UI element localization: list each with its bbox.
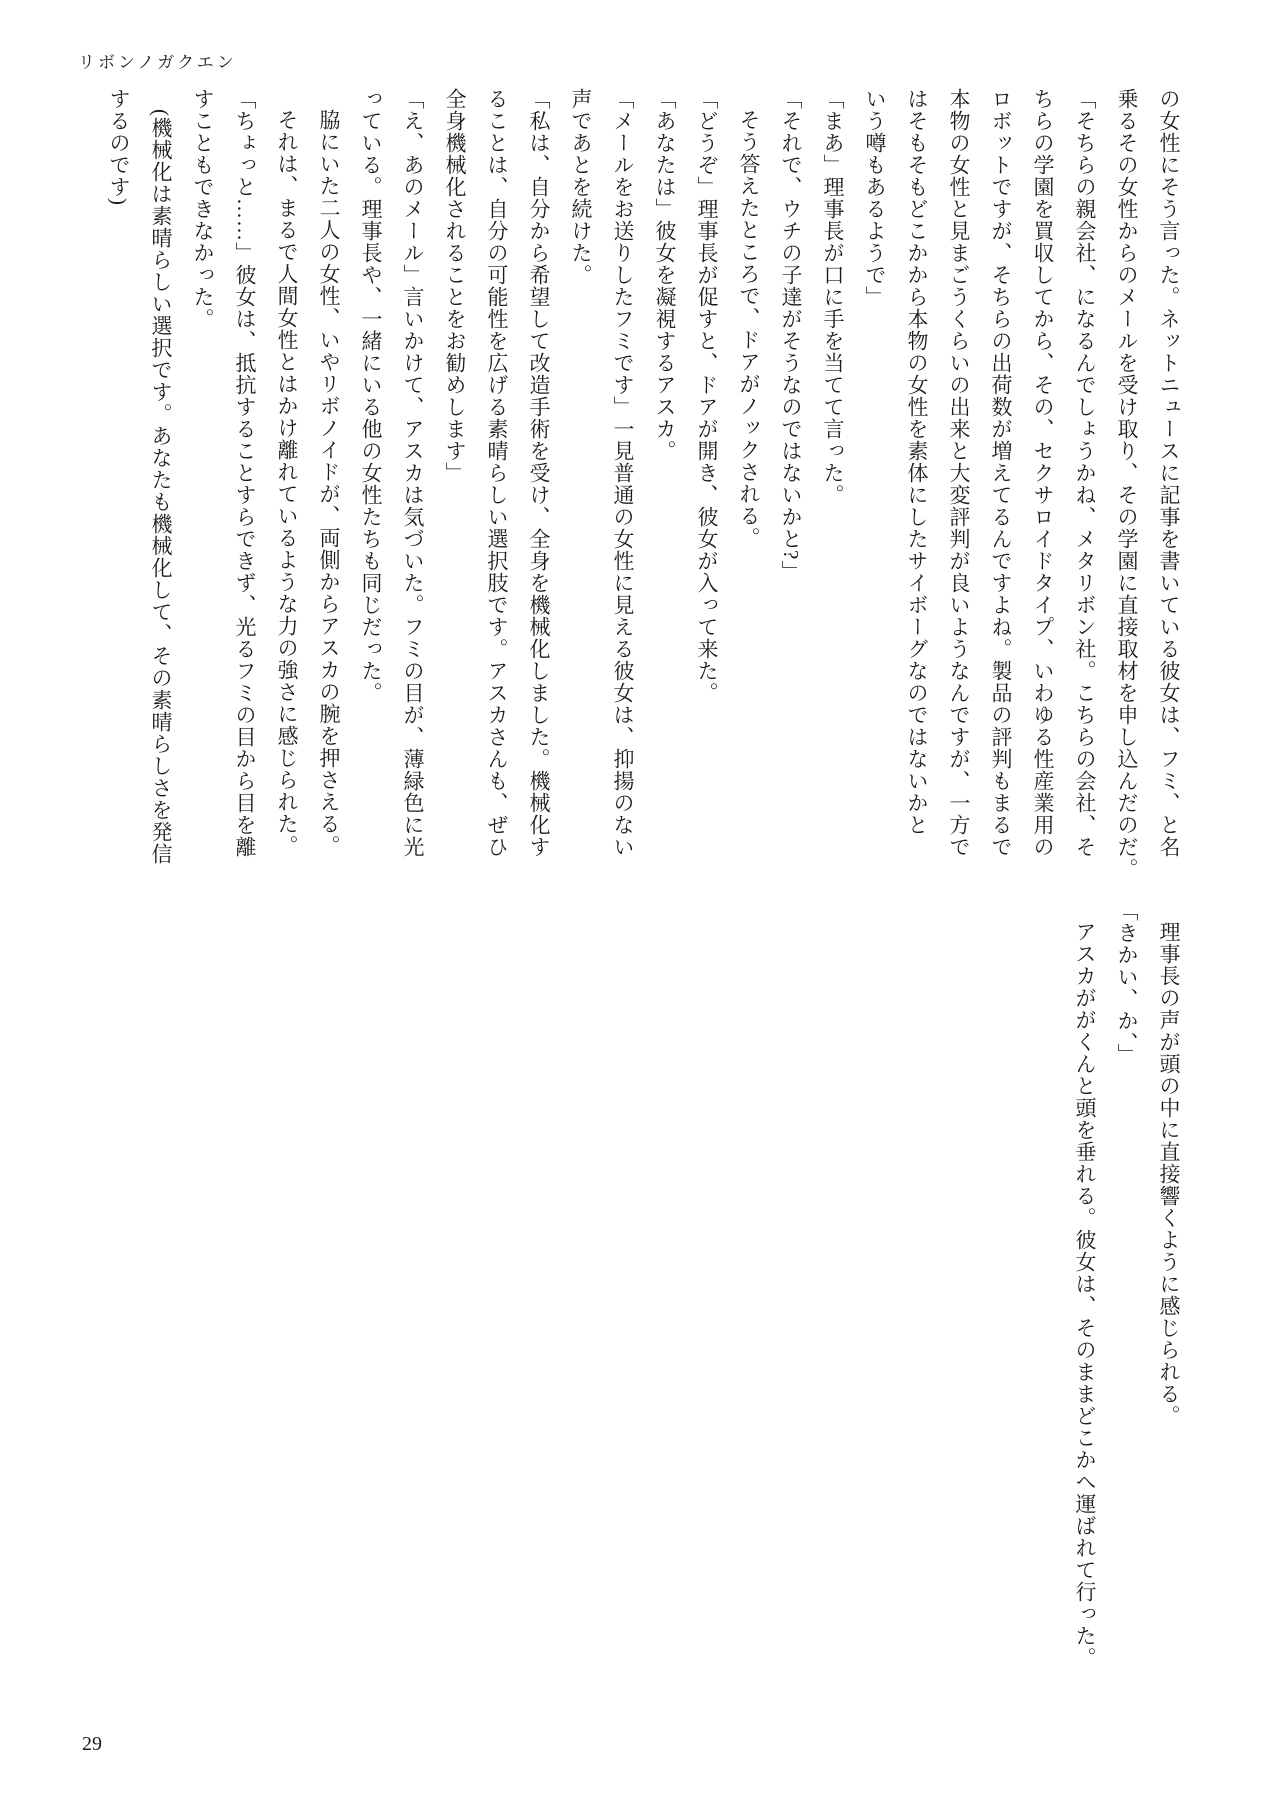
- text-line: 乗るその女性からのメールを受け取り、その学園に直接取材を申し込んだのだ。: [1115, 88, 1139, 880]
- text-line: 「どうぞ」理事長が促すと、ドアが開き、彼女が入って来た。: [695, 88, 719, 704]
- body-text-upper-tier: [98, 88, 1190, 882]
- text-line: ちらの学園を買収してから、その、セクサロイドタイプ、いわゆる性産業用の: [1031, 88, 1055, 858]
- text-line: 「きかい、か、」: [1115, 900, 1139, 1066]
- text-line: 「それで、ウチの子達がそうなのではないかと?」: [779, 88, 803, 583]
- text-line: 「まあ」理事長が口に手を当てて言った。: [821, 88, 845, 506]
- running-header: リボンノガクエン: [78, 53, 237, 72]
- text-line: 本物の女性と見まごうくらいの出来と大変評判が良いようなんですが、一方で: [947, 88, 971, 858]
- text-line: そう答えたところで、ドアがノックされる。: [737, 109, 761, 549]
- text-line: いう噂もあるようで」: [863, 88, 887, 308]
- text-line: の女性にそう言った。ネットニュースに記事を書いている彼女は、フミ、と名: [1157, 88, 1181, 858]
- text-line: するのです): [107, 88, 131, 206]
- body-text-lower-tier: [1064, 900, 1190, 1710]
- text-line: 全身機械化されることをお勧めします」: [443, 88, 467, 484]
- text-line: 「私は、自分から希望して改造手術を受け、全身を機械化しました。機械化す: [527, 88, 551, 858]
- text-line: 「メールをお送りしたフミです」一見普通の女性に見える彼女は、抑揚のない: [611, 88, 635, 858]
- text-line: 理事長の声が頭の中に直接響くように感じられる。: [1157, 921, 1181, 1427]
- text-line: 「え、あのメール」言いかけて、アスカは気づいた。フミの目が、薄緑色に光: [401, 88, 425, 858]
- text-line: 「ちょっと……」彼女は、抵抗することすらできず、光るフミの目から目を離: [233, 88, 257, 858]
- text-line: それは、まるで人間女性とはかけ離れているような力の強さに感じられた。: [275, 109, 299, 857]
- text-line: アスカががくんと頭を垂れる。彼女は、そのままどこかへ運ばれて行った。: [1073, 921, 1097, 1669]
- page-number: 29: [82, 1733, 102, 1755]
- text-line: 「あなたは」彼女を凝視するアスカ。: [653, 88, 677, 462]
- text-line: すこともできなかった。: [191, 88, 215, 330]
- text-line: 脇にいた二人の女性、いやリボノイドが、両側からアスカの腕を押さえる。: [317, 109, 341, 857]
- text-line: 「そちらの親会社、になるんでしょうかね、メタリボン社。こちらの会社、そ: [1073, 88, 1097, 858]
- text-line: っている。理事長や、一緒にいる他の女性たちも同じだった。: [359, 88, 383, 704]
- text-line: はそもそもどこかから本物の女性を素体にしたサイボーグなのではないかと: [905, 88, 929, 836]
- text-line: ロボットですが、そちらの出荷数が増えてるんですよね。製品の評判もまるで: [989, 88, 1013, 858]
- text-line: 声であとを続けた。: [569, 88, 593, 286]
- text-line: (機械化は素晴らしい選択です。あなたも機械化して、その素晴らしさを発信: [149, 109, 173, 865]
- text-line: ることは、自分の可能性を広げる素晴らしい選択肢です。アスカさんも、ぜひ: [485, 88, 509, 858]
